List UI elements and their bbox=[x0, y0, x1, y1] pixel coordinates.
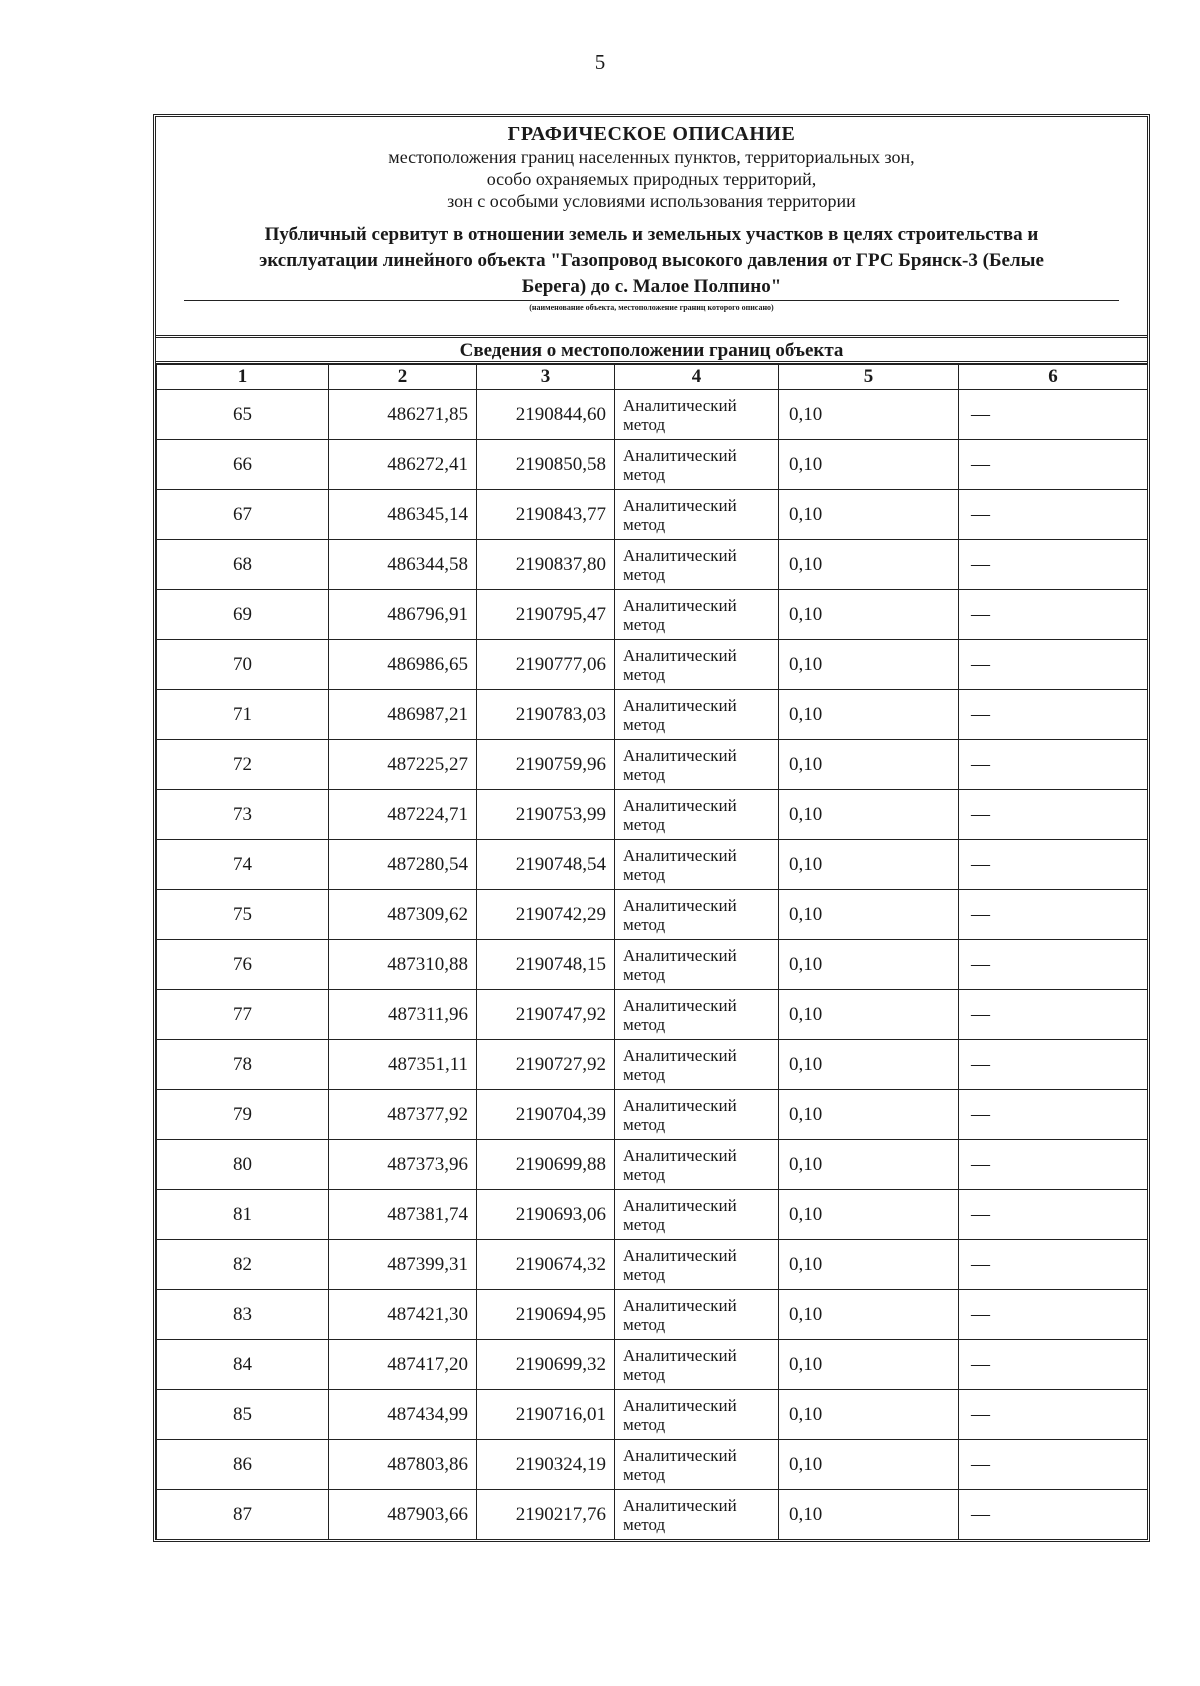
y-coordinate-cell: 2190753,99 bbox=[477, 790, 615, 840]
y-coordinate-cell: 2190783,03 bbox=[477, 690, 615, 740]
y-coordinate-cell: 2190716,01 bbox=[477, 1390, 615, 1440]
description-cell: — bbox=[959, 1040, 1148, 1090]
x-coordinate-cell: 487373,96 bbox=[329, 1140, 477, 1190]
description-cell: — bbox=[959, 940, 1148, 990]
precision-cell: 0,10 bbox=[779, 490, 959, 540]
description-cell: — bbox=[959, 590, 1148, 640]
point-number-cell: 67 bbox=[157, 490, 329, 540]
x-coordinate-cell: 487310,88 bbox=[329, 940, 477, 990]
method-cell: Аналитический метод bbox=[615, 1090, 779, 1140]
y-coordinate-cell: 2190844,60 bbox=[477, 390, 615, 440]
table-header-row bbox=[157, 365, 1148, 390]
point-number-cell: 70 bbox=[157, 640, 329, 690]
precision-cell: 0,10 bbox=[779, 390, 959, 440]
table-row bbox=[157, 740, 1148, 790]
column-header: 2 bbox=[329, 365, 477, 390]
precision-cell: 0,10 bbox=[779, 1440, 959, 1490]
y-coordinate-cell: 2190850,58 bbox=[477, 440, 615, 490]
point-number-cell: 69 bbox=[157, 590, 329, 640]
table-row bbox=[157, 1090, 1148, 1140]
x-coordinate-cell: 487377,92 bbox=[329, 1090, 477, 1140]
subtitle-line: местоположения границ населенных пунктов, территориальных зон, bbox=[388, 147, 915, 167]
table-row bbox=[157, 590, 1148, 640]
object-caption: (наименование объекта, местоположение границ которого описано) bbox=[529, 303, 774, 312]
x-coordinate-cell: 487399,31 bbox=[329, 1240, 477, 1290]
table-row bbox=[157, 790, 1148, 840]
precision-cell: 0,10 bbox=[779, 1140, 959, 1190]
subtitle-line: особо охраняемых природных территорий, bbox=[486, 169, 817, 189]
description-cell: — bbox=[959, 1440, 1148, 1490]
x-coordinate-cell: 486987,21 bbox=[329, 690, 477, 740]
point-number-cell: 87 bbox=[157, 1490, 329, 1540]
description-cell: — bbox=[959, 1090, 1148, 1140]
point-number-cell: 74 bbox=[157, 840, 329, 890]
description-cell: — bbox=[959, 1240, 1148, 1290]
description-cell: — bbox=[959, 890, 1148, 940]
method-cell: Аналитический метод bbox=[615, 1240, 779, 1290]
table-row bbox=[157, 940, 1148, 990]
description-cell: — bbox=[959, 1190, 1148, 1240]
method-cell: Аналитический метод bbox=[615, 1490, 779, 1540]
x-coordinate-cell: 487417,20 bbox=[329, 1340, 477, 1390]
x-coordinate-cell: 487224,71 bbox=[329, 790, 477, 840]
table-row bbox=[157, 990, 1148, 1040]
column-header: 1 bbox=[157, 365, 329, 390]
subtitle-line: зон с особыми условиями использования территории bbox=[447, 191, 856, 211]
description-cell: — bbox=[959, 1390, 1148, 1440]
x-coordinate-cell: 487421,30 bbox=[329, 1290, 477, 1340]
coordinates-table bbox=[156, 364, 1148, 1540]
document-frame bbox=[153, 114, 1150, 1542]
description-cell: — bbox=[959, 790, 1148, 840]
point-number-cell: 65 bbox=[157, 390, 329, 440]
point-number-cell: 78 bbox=[157, 1040, 329, 1090]
y-coordinate-cell: 2190674,32 bbox=[477, 1240, 615, 1290]
description-cell: — bbox=[959, 1140, 1148, 1190]
table-row bbox=[157, 1140, 1148, 1190]
description-cell: — bbox=[959, 1340, 1148, 1390]
point-number-cell: 68 bbox=[157, 540, 329, 590]
object-line: Публичный сервитут в отношении земель и земельных участков в целях строительства и bbox=[264, 224, 1039, 245]
method-cell: Аналитический метод bbox=[615, 1290, 779, 1340]
description-cell: — bbox=[959, 990, 1148, 1040]
column-header: 5 bbox=[779, 365, 959, 390]
point-number-cell: 75 bbox=[157, 890, 329, 940]
method-cell: Аналитический метод bbox=[615, 940, 779, 990]
y-coordinate-cell: 2190843,77 bbox=[477, 490, 615, 540]
point-number-cell: 81 bbox=[157, 1190, 329, 1240]
object-underline bbox=[184, 300, 1119, 301]
table-row bbox=[157, 690, 1148, 740]
precision-cell: 0,10 bbox=[779, 540, 959, 590]
y-coordinate-cell: 2190324,19 bbox=[477, 1440, 615, 1490]
x-coordinate-cell: 487225,27 bbox=[329, 740, 477, 790]
x-coordinate-cell: 486796,91 bbox=[329, 590, 477, 640]
description-cell: — bbox=[959, 540, 1148, 590]
precision-cell: 0,10 bbox=[779, 1290, 959, 1340]
y-coordinate-cell: 2190837,80 bbox=[477, 540, 615, 590]
point-number-cell: 66 bbox=[157, 440, 329, 490]
x-coordinate-cell: 487381,74 bbox=[329, 1190, 477, 1240]
x-coordinate-cell: 487434,99 bbox=[329, 1390, 477, 1440]
method-cell: Аналитический метод bbox=[615, 540, 779, 590]
table-row bbox=[157, 1240, 1148, 1290]
method-cell: Аналитический метод bbox=[615, 840, 779, 890]
table-row bbox=[157, 1440, 1148, 1490]
table-row bbox=[157, 440, 1148, 490]
table-row bbox=[157, 390, 1148, 440]
x-coordinate-cell: 487311,96 bbox=[329, 990, 477, 1040]
method-cell: Аналитический метод bbox=[615, 390, 779, 440]
document-title: ГРАФИЧЕСКОЕ ОПИСАНИЕ bbox=[507, 123, 796, 145]
description-cell: — bbox=[959, 690, 1148, 740]
method-cell: Аналитический метод bbox=[615, 1190, 779, 1240]
point-number-cell: 71 bbox=[157, 690, 329, 740]
table-row bbox=[157, 840, 1148, 890]
precision-cell: 0,10 bbox=[779, 1190, 959, 1240]
description-cell: — bbox=[959, 390, 1148, 440]
table-row bbox=[157, 1340, 1148, 1390]
column-header: 3 bbox=[477, 365, 615, 390]
point-number-cell: 73 bbox=[157, 790, 329, 840]
point-number-cell: 84 bbox=[157, 1340, 329, 1390]
x-coordinate-cell: 486271,85 bbox=[329, 390, 477, 440]
y-coordinate-cell: 2190704,39 bbox=[477, 1090, 615, 1140]
point-number-cell: 80 bbox=[157, 1140, 329, 1190]
precision-cell: 0,10 bbox=[779, 440, 959, 490]
point-number-cell: 85 bbox=[157, 1390, 329, 1440]
description-cell: — bbox=[959, 1490, 1148, 1540]
y-coordinate-cell: 2190795,47 bbox=[477, 590, 615, 640]
column-header: 6 bbox=[959, 365, 1148, 390]
y-coordinate-cell: 2190693,06 bbox=[477, 1190, 615, 1240]
method-cell: Аналитический метод bbox=[615, 1040, 779, 1090]
point-number-cell: 76 bbox=[157, 940, 329, 990]
precision-cell: 0,10 bbox=[779, 1090, 959, 1140]
point-number-cell: 72 bbox=[157, 740, 329, 790]
x-coordinate-cell: 487351,11 bbox=[329, 1040, 477, 1090]
section-title: Сведения о местоположении границ объекта bbox=[156, 338, 1147, 364]
table-row bbox=[157, 490, 1148, 540]
table-row bbox=[157, 1390, 1148, 1440]
y-coordinate-cell: 2190748,54 bbox=[477, 840, 615, 890]
method-cell: Аналитический метод bbox=[615, 690, 779, 740]
precision-cell: 0,10 bbox=[779, 990, 959, 1040]
method-cell: Аналитический метод bbox=[615, 1140, 779, 1190]
method-cell: Аналитический метод bbox=[615, 790, 779, 840]
method-cell: Аналитический метод bbox=[615, 590, 779, 640]
y-coordinate-cell: 2190699,88 bbox=[477, 1140, 615, 1190]
precision-cell: 0,10 bbox=[779, 590, 959, 640]
y-coordinate-cell: 2190217,76 bbox=[477, 1490, 615, 1540]
precision-cell: 0,10 bbox=[779, 1240, 959, 1290]
table-row bbox=[157, 1190, 1148, 1240]
object-line: эксплуатации линейного объекта "Газопровод высокого давления от ГРС Брянск-3 (Белые bbox=[259, 250, 1044, 271]
description-cell: — bbox=[959, 640, 1148, 690]
precision-cell: 0,10 bbox=[779, 640, 959, 690]
method-cell: Аналитический метод bbox=[615, 1390, 779, 1440]
description-cell: — bbox=[959, 490, 1148, 540]
y-coordinate-cell: 2190747,92 bbox=[477, 990, 615, 1040]
x-coordinate-cell: 487903,66 bbox=[329, 1490, 477, 1540]
y-coordinate-cell: 2190694,95 bbox=[477, 1290, 615, 1340]
precision-cell: 0,10 bbox=[779, 1490, 959, 1540]
precision-cell: 0,10 bbox=[779, 790, 959, 840]
object-name bbox=[156, 222, 1147, 300]
method-cell: Аналитический метод bbox=[615, 990, 779, 1040]
description-cell: — bbox=[959, 740, 1148, 790]
x-coordinate-cell: 486986,65 bbox=[329, 640, 477, 690]
precision-cell: 0,10 bbox=[779, 690, 959, 740]
y-coordinate-cell: 2190759,96 bbox=[477, 740, 615, 790]
y-coordinate-cell: 2190699,32 bbox=[477, 1340, 615, 1390]
description-cell: — bbox=[959, 1290, 1148, 1340]
precision-cell: 0,10 bbox=[779, 740, 959, 790]
x-coordinate-cell: 487280,54 bbox=[329, 840, 477, 890]
y-coordinate-cell: 2190742,29 bbox=[477, 890, 615, 940]
method-cell: Аналитический метод bbox=[615, 640, 779, 690]
object-line: Берега) до с. Малое Полпино" bbox=[521, 276, 782, 297]
method-cell: Аналитический метод bbox=[615, 1440, 779, 1490]
table-row bbox=[157, 1040, 1148, 1090]
point-number-cell: 79 bbox=[157, 1090, 329, 1140]
point-number-cell: 82 bbox=[157, 1240, 329, 1290]
description-cell: — bbox=[959, 440, 1148, 490]
x-coordinate-cell: 486344,58 bbox=[329, 540, 477, 590]
precision-cell: 0,10 bbox=[779, 1340, 959, 1390]
y-coordinate-cell: 2190748,15 bbox=[477, 940, 615, 990]
point-number-cell: 77 bbox=[157, 990, 329, 1040]
table-row bbox=[157, 890, 1148, 940]
table-row bbox=[157, 540, 1148, 590]
precision-cell: 0,10 bbox=[779, 940, 959, 990]
point-number-cell: 86 bbox=[157, 1440, 329, 1490]
table-row bbox=[157, 640, 1148, 690]
x-coordinate-cell: 487309,62 bbox=[329, 890, 477, 940]
x-coordinate-cell: 486272,41 bbox=[329, 440, 477, 490]
method-cell: Аналитический метод bbox=[615, 490, 779, 540]
precision-cell: 0,10 bbox=[779, 1040, 959, 1090]
document-header bbox=[156, 117, 1147, 338]
description-cell: — bbox=[959, 840, 1148, 890]
x-coordinate-cell: 487803,86 bbox=[329, 1440, 477, 1490]
method-cell: Аналитический метод bbox=[615, 440, 779, 490]
precision-cell: 0,10 bbox=[779, 1390, 959, 1440]
y-coordinate-cell: 2190727,92 bbox=[477, 1040, 615, 1090]
x-coordinate-cell: 486345,14 bbox=[329, 490, 477, 540]
point-number-cell: 83 bbox=[157, 1290, 329, 1340]
method-cell: Аналитический метод bbox=[615, 1340, 779, 1390]
table-row bbox=[157, 1290, 1148, 1340]
column-header: 4 bbox=[615, 365, 779, 390]
precision-cell: 0,10 bbox=[779, 840, 959, 890]
y-coordinate-cell: 2190777,06 bbox=[477, 640, 615, 690]
method-cell: Аналитический метод bbox=[615, 890, 779, 940]
table-row bbox=[157, 1490, 1148, 1540]
page-number: 5 bbox=[594, 50, 606, 74]
method-cell: Аналитический метод bbox=[615, 740, 779, 790]
precision-cell: 0,10 bbox=[779, 890, 959, 940]
